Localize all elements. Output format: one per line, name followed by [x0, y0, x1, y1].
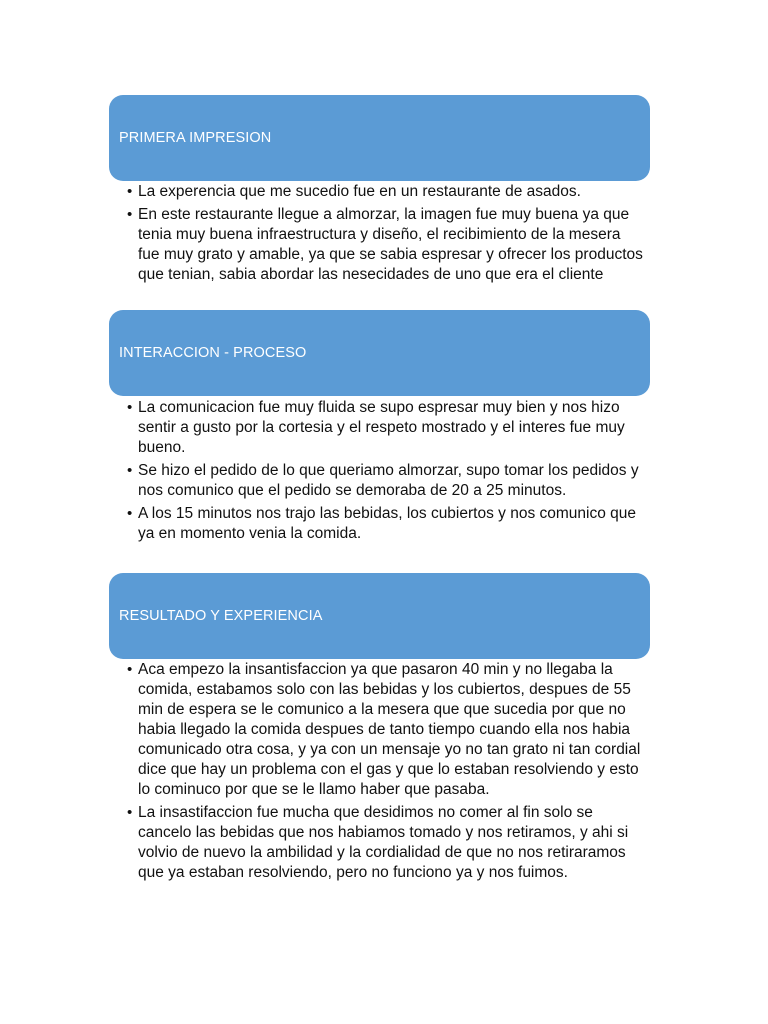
bullet-item: • Aca empezo la insantisfaccion ya que pasaron 40 min y no llegaba la comida, estabamos solo con las bebidas y los cubiertos, despues de 55 min de espera se le comunico a la mesera que que sucedia por que no habia llegado la comida despues de tanto tiempo cuando ella nos habia comunicado otra cosa, y ya con un mensaje yo no tan grato ni tan cordial dice que hay un problema con el gas y que lo estaban resolviendo y esto lo cominuco por que se le llamo haber que pasaba. — [127, 660, 643, 800]
section-title: INTERACCION - PROCESO — [119, 345, 307, 361]
bullet-item: • La experencia que me sucedio fue en un restaurante de asados. — [127, 182, 643, 202]
section-title: RESULTADO Y EXPERIENCIA — [119, 608, 323, 624]
section-bullet-list — [127, 182, 643, 288]
section-bullet-list — [127, 398, 643, 547]
section-bullet-list — [127, 660, 643, 886]
section-header-interaccion-proceso — [109, 310, 650, 396]
section-header-primera-impresion — [109, 95, 650, 181]
bullet-item: • A los 15 minutos nos trajo las bebidas, los cubiertos y nos comunico que ya en momento venia la comida. — [127, 504, 643, 544]
section-title: PRIMERA IMPRESION — [119, 130, 272, 146]
bullet-item: • En este restaurante llegue a almorzar, la imagen fue muy buena ya que tenia muy buena infraestructura y diseño, el recibimiento de la mesera fue muy grato y amable, ya que se sabia espresar y ofrecer los productos que tenian, sabia abordar las nesecidades de uno que era el cliente — [127, 205, 643, 285]
bullet-item: • Se hizo el pedido de lo que queriamo almorzar, supo tomar los pedidos y nos comunico que el pedido se demoraba de 20 a 25 minutos. — [127, 461, 643, 501]
section-header-resultado-experiencia — [109, 573, 650, 659]
bullet-item: • La insastifaccion fue mucha que desidimos no comer al fin solo se cancelo las bebidas que nos habiamos tomado y nos retiramos, y ahi si volvio de nuevo la ambilidad y la cordialidad de que no nos retiraramos que ya estaban resolviendo, pero no funciono ya y nos fuimos. — [127, 803, 643, 883]
bullet-item: • La comunicacion fue muy fluida se supo espresar muy bien y nos hizo sentir a gusto por la cortesia y el respeto mostrado y el interes fue muy bueno. — [127, 398, 643, 458]
